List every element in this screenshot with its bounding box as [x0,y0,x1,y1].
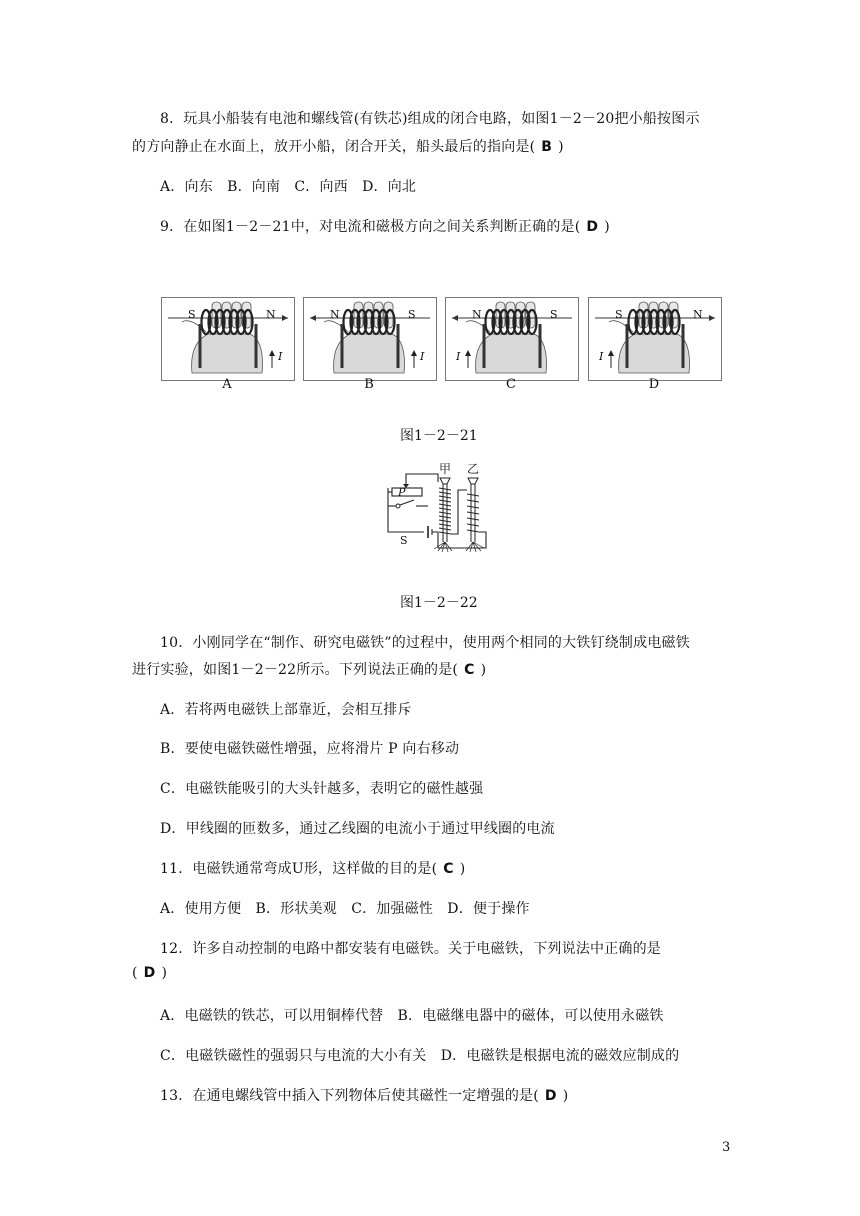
q13-text: 13．在通电螺线管中插入下列物体后使其磁性一定增强的是( [160,1088,539,1104]
left-pole-label: S [188,308,196,321]
current-label: I [599,350,604,363]
figure-panel-a [161,297,295,381]
current-label: I [420,350,425,363]
q12-close-paren: ) [161,965,168,981]
figure-panel-b [303,297,437,381]
q11-text: 11．电磁铁通常弯成U形，这样做的目的是( [160,861,438,877]
page-number: 3 [722,1140,731,1155]
q13-stem [160,1085,568,1105]
hand-coil-illustration [304,298,436,380]
q8-line2 [132,136,564,156]
left-pole-label: S [615,308,623,321]
q10-answer: C [464,662,475,678]
q10-line2-text: 进行实验，如图1－2－22所示。下列说法正确的是( [132,662,459,678]
figure-1-2-21-caption: 图1－2－21 [400,428,478,444]
q12-open-paren: ( [132,965,138,981]
q10-line1: 10．小刚同学在“制作、研究电磁铁”的过程中，使用两个相同的大铁钉绕制成电磁铁 [160,635,690,651]
current-label: I [456,350,461,363]
q10-option-a: A．若将两电磁铁上部靠近，会相互排斥 [160,702,412,718]
right-pole-label: N [266,308,276,321]
q10-close-paren: ) [480,662,487,678]
label-p: P [398,486,406,499]
right-pole-label: S [408,308,416,321]
left-pole-label: N [330,308,340,321]
q10-option-b: B．要使电磁铁磁性增强，应将滑片 P 向右移动 [160,741,460,757]
hand-coil-illustration [446,298,578,380]
q12-line1: 12．许多自动控制的电路中都安装有电磁铁。关于电磁铁，下列说法中正确的是 [160,941,662,957]
panel-label-b: B [364,377,374,392]
q8-line2-text: 的方向静止在水面上，放开小船，闭合开关，船头最后的指向是( [132,139,536,155]
q9-close-paren: ) [604,219,610,235]
label-yi: 乙 [467,462,480,476]
q12-answer: D [143,965,156,981]
q12-line2 [132,965,167,981]
figure-panel-c [445,297,579,381]
figure-1-2-22-caption: 图1－2－22 [400,595,478,611]
panel-label-a: A [222,377,232,392]
current-label: I [278,350,283,363]
q9-stem [160,216,610,236]
q11-close-paren: ) [459,861,466,877]
left-pole-label: N [472,308,482,321]
q10-option-d: D．甲线圈的匝数多，通过乙线圈的电流小于通过甲线圈的电流 [160,821,555,837]
q11-answer: C [443,861,454,877]
label-jia: 甲 [439,462,452,476]
label-s: S [400,534,408,547]
q10-line2 [132,659,486,679]
panel-label-c: C [506,377,516,392]
panel-label-d: D [648,377,660,392]
q8-line1: 8．玩具小船装有电池和螺线管(有铁芯)组成的闭合电路，如图1－2－20把小船按图示 [160,111,700,127]
right-pole-label: N [693,308,703,321]
q8-close-paren: ) [558,139,564,155]
q9-text: 9．在如图1－2－21中，对电流和磁极方向之间关系判断正确的是( [160,219,581,235]
q10-option-c: C．电磁铁能吸引的大头针越多，表明它的磁性越强 [160,781,484,797]
figure-panel-d [588,297,722,381]
q12-options-cd: C．电磁铁磁性的强弱只与电流的大小有关 D．电磁铁是根据电流的磁效应制成的 [160,1048,680,1064]
q12-options-ab: A．电磁铁的铁芯，可以用铜棒代替 B．电磁继电器中的磁体，可以使用永磁铁 [160,1008,664,1024]
q11-options: A．使用方便 B．形状美观 C．加强磁性 D．便于操作 [160,901,530,917]
q9-answer: D [586,219,599,235]
q13-answer: D [544,1088,557,1104]
q13-close-paren: ) [562,1088,569,1104]
q8-answer: B [541,139,553,155]
q8-options: A．向东 B．向南 C．向西 D．向北 [160,179,417,195]
right-pole-label: S [550,308,558,321]
q11-stem [160,858,465,878]
